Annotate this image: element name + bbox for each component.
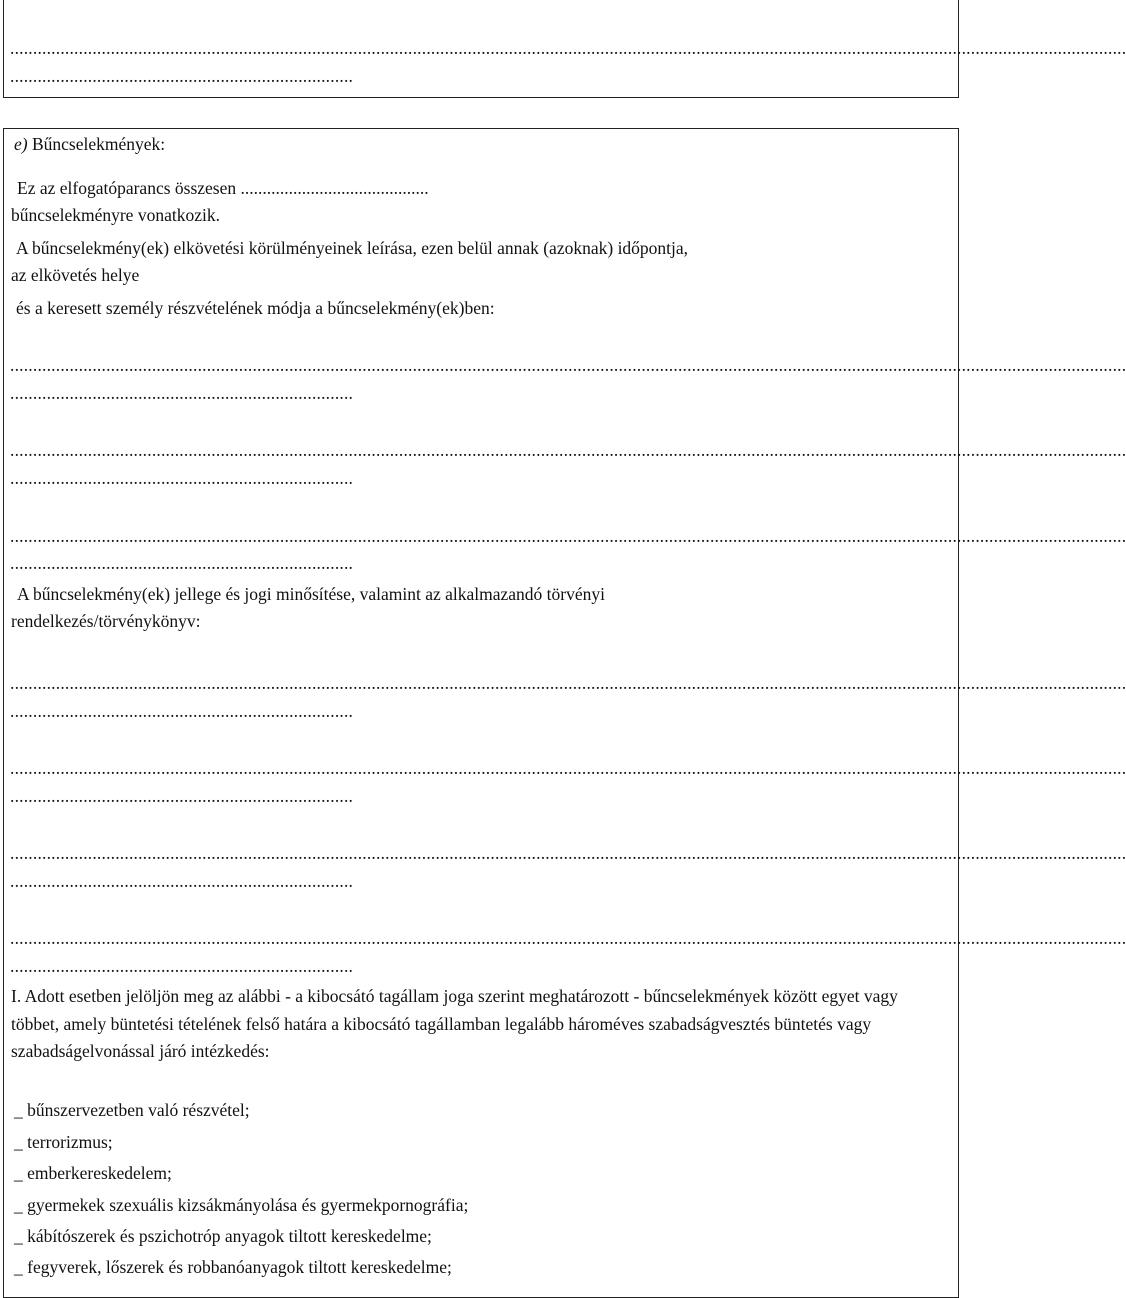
offence-count-line-cont: bűncselekményre vonatkozik.	[11, 205, 220, 225]
dotted-fill-line: ...........................................................................	[10, 553, 354, 573]
section-heading	[14, 134, 165, 154]
offence-item: _ fegyverek, lőszerek és robbanóanyagok tiltott kereskedelme;	[14, 1257, 452, 1277]
offence-count-line: Ez az elfogatóparancs összesen ...........................................	[17, 178, 429, 198]
dotted-fill-line: ...........................................................................	[10, 701, 354, 721]
dotted-fill-line: ...........................................................................	[10, 383, 354, 403]
legal-qualification-label: A bűncselekmény(ek) jellege és jogi minősítése, valamint az alkalmazandó törvényi	[17, 584, 606, 604]
dotted-fill-line: ....................................................................................................................................................................................................................................................	[10, 843, 1126, 863]
dotted-fill-line: ....................................................................................................................................................................................................................................................	[10, 758, 1126, 778]
participation-label: és a keresett személy részvételének módja a bűncselekmény(ek)ben:	[16, 298, 495, 318]
section-letter: e)	[14, 134, 28, 154]
dotted-fill-line: ....................................................................................................................................................................................................................................................	[10, 673, 1126, 693]
offence-item: _ bűnszervezetben való részvétel;	[14, 1100, 250, 1120]
offence-item: _ emberkereskedelem;	[14, 1163, 172, 1183]
dotted-fill-line: ...........................................................................	[10, 786, 354, 806]
dotted-fill-line: ...........................................................................	[10, 66, 354, 86]
section-title: Bűncselekmények:	[31, 134, 166, 154]
offence-item: _ gyermekek szexuális kizsákmányolása és gyermekpornográfia;	[14, 1195, 469, 1215]
legal-qualification-label-cont: rendelkezés/törvénykönyv:	[11, 611, 201, 631]
dotted-fill-line: ....................................................................................................................................................................................................................................................	[10, 928, 1126, 948]
offence-item: _ kábítószerek és pszichotróp anyagok tiltott kereskedelme;	[14, 1226, 432, 1246]
dotted-fill-line: ....................................................................................................................................................................................................................................................	[10, 440, 1126, 460]
circumstances-label-cont: az elkövetés helye	[11, 265, 140, 285]
offence-item: _ terrorizmus;	[14, 1132, 113, 1152]
dotted-fill-line: ...........................................................................	[10, 871, 354, 891]
dotted-fill-line: ...........................................................................	[10, 956, 354, 976]
point-i-paragraph: I. Adott esetben jelöljön meg az alábbi - a kibocsátó tagállam joga szerint meghatározott - bűncselekmények között egyet vagy többet, amely büntetési tételének felső határa a kibocsátó tagállamban legalább hároméves szabadságvesztés büntetés vagy szabadságelvonással járó intézkedés:	[11, 986, 898, 1061]
circumstances-label: A bűncselekmény(ek) elkövetési körülményeinek leírása, ezen belül annak (azoknak) időpontja,	[16, 238, 689, 258]
dotted-fill-line: ....................................................................................................................................................................................................................................................	[10, 355, 1126, 375]
dotted-fill-line: ...........................................................................	[10, 468, 354, 488]
dotted-fill-line: ....................................................................................................................................................................................................................................................	[10, 38, 1126, 58]
dotted-fill-line: ....................................................................................................................................................................................................................................................	[10, 526, 1126, 546]
